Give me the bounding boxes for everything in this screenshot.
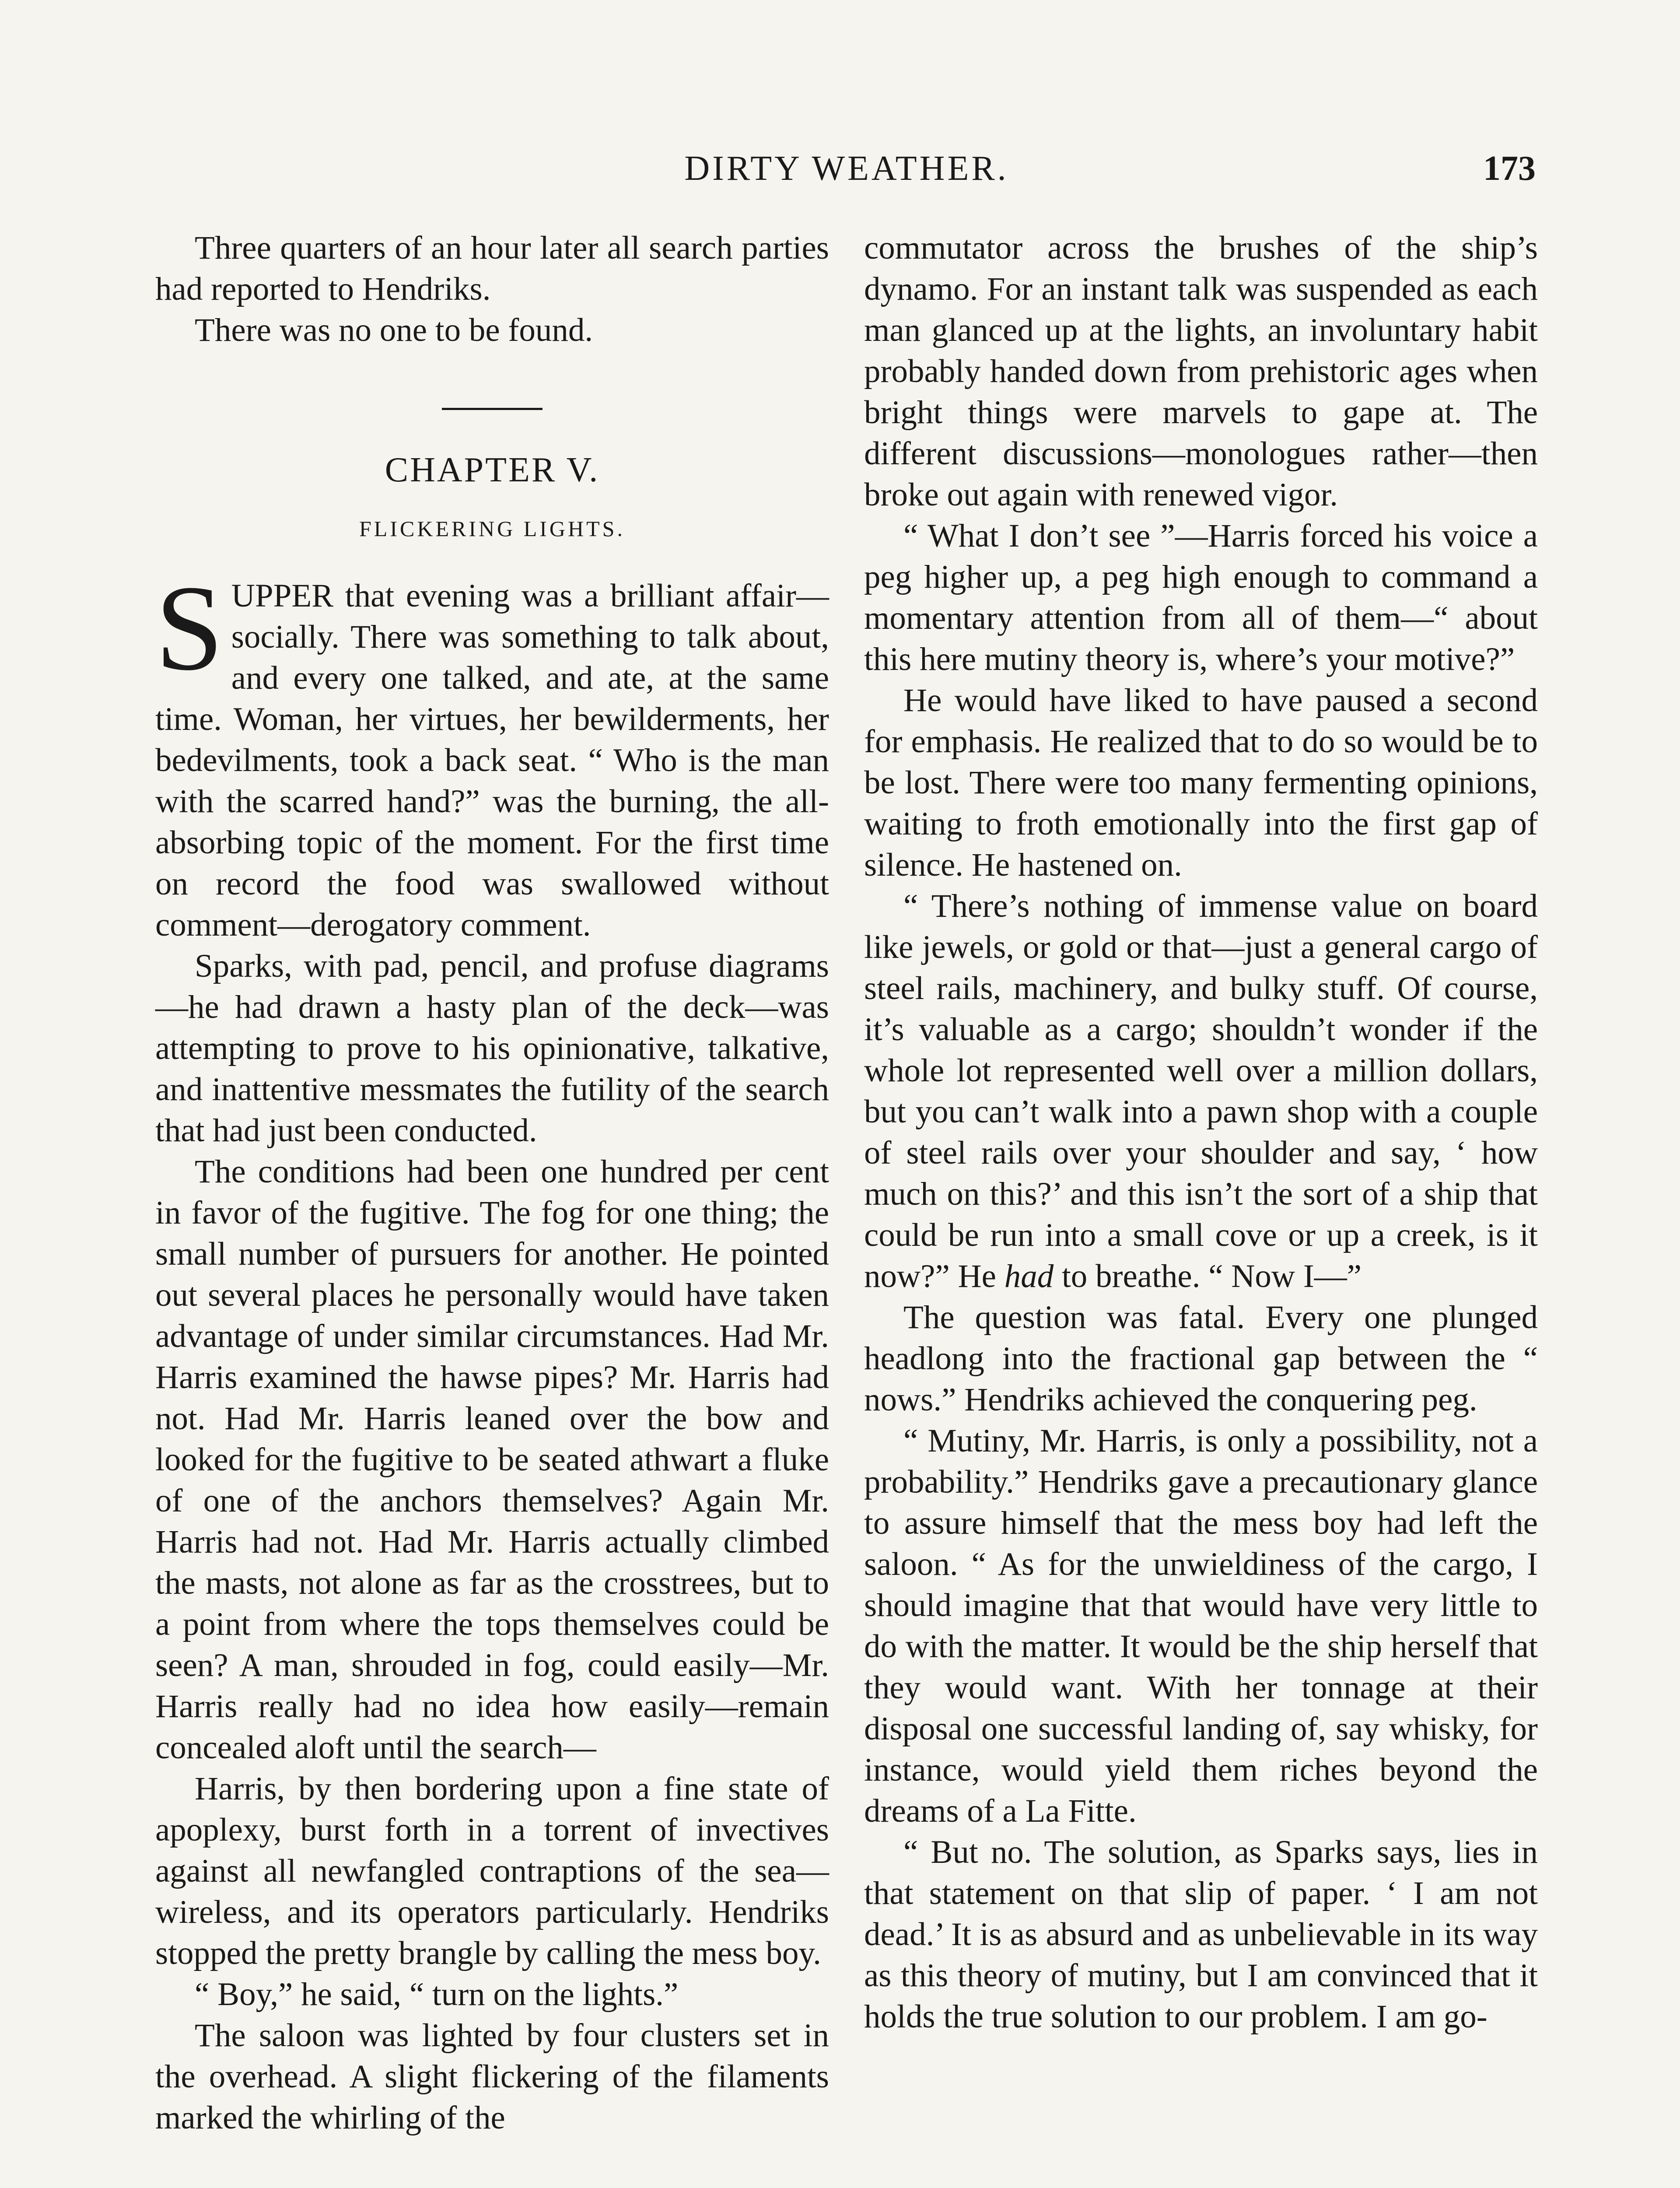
section-divider [442,408,542,410]
paragraph [864,886,1538,1297]
paragraph: “ Mutiny, Mr. Harris, is only a possibility, not a probability.” Hendriks gave a precautionary glance to assure himself that the mess boy had left the saloon. “ As for the unwieldiness of the cargo, I should imagine that that would have very little to do with the matter. It would be the ship herself that they would want. With her tonnage at their disposal one successful landing of, say whisky, for instance, would yield them riches beyond the dreams of a La Fitte. [864,1423,1538,1829]
running-head [158,149,1536,197]
paragraph-text: to breathe. “ Now I—” [1054,1258,1362,1294]
paragraph: “ Boy,” he said, “ turn on the lights.” [195,1976,679,2013]
opening-paragraph [155,560,829,946]
paragraph: commutator across the brushes of the ship’s dynamo. For an instant talk was suspended as each man glanced up at the lights, an involuntary habit probably handed down from prehistoric ages when bright things were marvels to gape at. The different discussions—monologues rather—then broke out again with renewed vigor. [864,230,1538,513]
paragraph-text: “ There’s nothing of immense value on board like jewels, or gold or that—just a general cargo of steel rails, machinery, and bulky stuff. Of course, it’s valuable as a cargo; shouldn’t wonder if the whole lot represented well over a million dollars, but you can’t walk into a pawn shop with a couple of steel rails over your shoulder and say, ‘ how much on this?’ and this isn’t the sort of a ship that could be run into a small cove or up a creek, is it now?” He [864,888,1538,1294]
chapter-title: CHAPTER V. [385,451,600,489]
paragraph: “ What I don’t see ”—Harris forced his voice a peg higher up, a peg high enough to command a momentary attention from all of them—“ about this here mutiny theory is, where’s your motive?” [864,518,1538,677]
paragraph: He would have liked to have paused a second for emphasis. He realized that to do so would be to be lost. There were too many fermenting opinions, waiting to froth emotionally into the first gap of silence. He hastened on. [864,682,1538,883]
paragraph: The saloon was lighted by four clusters set in the overhead. A slight flickering of the filaments marked the whirling of the [155,2017,829,2136]
running-title: DIRTY WEATHER. [684,149,1009,188]
opening-paragraph-text: UPPER that evening was a brilliant affair—socially. There was something to talk about, and every one talked, and ate, at the same time. Woman, her virtues, her bewilderments, her bedevilments, took a back seat. “ Who is the man with the scarred hand?” was the burning, the all-absorbing topic of the moment. For the first time on record the food was swallowed without comment—derogatory comment. [155,578,829,943]
paragraph: The conditions had been one hundred per cent in favor of the fugitive. The fog for one thing; the small number of pursuers for another. He pointed out several places he personally would have taken advantage of under similar circumstances. Had Mr. Harris examined the hawse pipes? Mr. Harris had not. Had Mr. Harris leaned over the bow and looked for the fugitive to be seated athwart a fluke of one of the anchors themselves? Again Mr. Harris had not. Had Mr. Harris actually climbed the masts, not alone as far as the crosstrees, but to a point from where the tops themselves could be seen? A man, shrouded in fog, could easily—Mr. Harris really had no idea how easily—remain concealed aloft until the search— [155,1154,829,1766]
paragraph: Harris, by then bordering upon a fine state of apoplexy, burst forth in a torrent of invectives against all newfangled contraptions of the sea—wireless, and its operators particularly. Hendriks stopped the pretty brangle by calling the mess boy. [155,1771,829,1971]
page-number: 173 [1483,149,1536,188]
paragraph: Three quarters of an hour later all search parties had reported to Hendriks. [155,230,829,307]
paragraph: “ But no. The solution, as Sparks says, lies in that statement on that slip of paper. ‘ I am not dead.’ It is as absurd and as unbelievable in its way as this theory of mutiny, but I am convinced that it holds the true solution to our problem. I am go- [864,1834,1538,2035]
right-column [864,228,1538,2037]
drop-cap: S [155,560,224,696]
paragraph: Sparks, with pad, pencil, and profuse diagrams—he had drawn a hasty plan of the deck—was attempting to prove to his opinionative, talkative, and inattentive messmates the futility of the search that had just been conducted. [155,948,829,1149]
left-column [155,228,829,2139]
emphasis-text: had [1004,1258,1054,1294]
chapter-subtitle: FLICKERING LIGHTS. [359,516,625,541]
paragraph: The question was fatal. Every one plunged headlong into the fractional gap between the “ nows.” Hendriks achieved the conquering peg. [864,1299,1538,1418]
paragraph: There was no one to be found. [195,312,593,348]
